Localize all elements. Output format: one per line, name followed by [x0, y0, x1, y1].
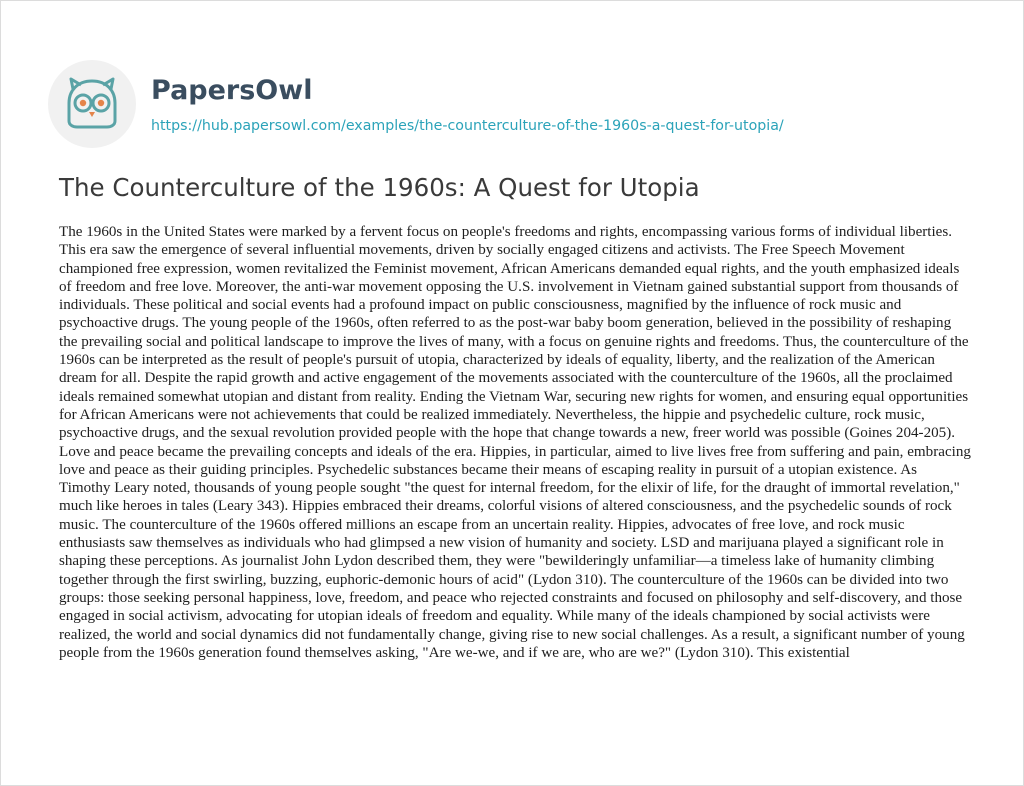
owl-logo-icon[interactable]: [47, 59, 137, 149]
source-url-link[interactable]: https://hub.papersowl.com/examples/the-counterculture-of-the-1960s-a-quest-for-utopia/: [151, 118, 784, 134]
site-header: [47, 59, 784, 149]
brand-block: [151, 72, 784, 136]
brand-name[interactable]: PapersOwl: [151, 75, 313, 106]
essay-body: The 1960s in the United States were marked by a fervent focus on people's freedoms and rights, encompassing various forms of individual liberties. This era saw the emergence of several influential movements, driven by socially engaged citizens and activists. The Free Speech Movement championed free expression, women revitalized the Feminist movement, African Americans demanded equal rights, and the youth emphasized ideals of freedom and free love. Moreover, the anti-war movement opposing the U.S. involvement in Vietnam gained substantial support from thousands of individuals. These political and social events had a profound impact on public consciousness, magnified by the influence of rock music and psychoactive drugs. The young people of the 1960s, often referred to as the post-war baby boom generation, believed in the possibility of reshaping the prevailing social and political landscape to improve the lives of many, with a focus on genuine rights and freedoms. Thus, the counterculture of the 1960s can be interpreted as the result of people's pursuit of utopia, characterized by ideals of equality, liberty, and the realization of the American dream for all. Despite the rapid growth and active engagement of the movements associated with the counterculture of the 1960s, all the proclaimed ideals remained somewhat utopian and distant from reality. Ending the Vietnam War, securing new rights for women, and ensuring equal opportunities for African Americans were not achievements that could be realized immediately. Nevertheless, the hippie and psychedelic culture, rock music, psychoactive drugs, and the sexual revolution provided people with the hope that change towards a new, freer world was possible (Goines 204-205). Love and peace became the prevailing concepts and ideals of the era. Hippies, in particular, aimed to live lives free from suffering and pain, embracing love and peace as their guiding principles. Psychedelic substances became their means of escaping reality in pursuit of a utopian existence. As Timothy Leary noted, thousands of young people sought "the quest for internal freedom, for the elixir of life, for the draught of immortal revelation," much like heroes in tales (Leary 343). Hippies embraced their dreams, colorful visions of altered consciousness, and the psychedelic sounds of rock music. The counterculture of the 1960s offered millions an escape from an uncertain reality. Hippies, advocates of free love, and rock music enthusiasts saw themselves as individuals who had glimpsed a new vision of humanity and society. LSD and marijuana played a significant role in shaping these perceptions. As journalist John Lydon described them, they were "bewilderingly unfamiliar—a timeless lake of humanity climbing together through the first swirling, buzzing, euphoric-demonic hours of acid" (Lydon 310). The counterculture of the 1960s can be divided into two groups: those seeking personal happiness, love, freedom, and peace who rejected constraints and focused on philosophy and self-discovery, and those engaged in social activism, advocating for utopian ideals of freedom and equality. While many of the ideals championed by social activists were realized, the world and social dynamics did not fundamentally change, giving rise to new social challenges. As a result, a significant number of young people from the 1960s generation found themselves asking, "Are we-we, and if we are, who are we?" (Lydon 310). This existential: [59, 224, 971, 661]
essay-title: The Counterculture of the 1960s: A Quest for Utopia: [59, 173, 700, 202]
